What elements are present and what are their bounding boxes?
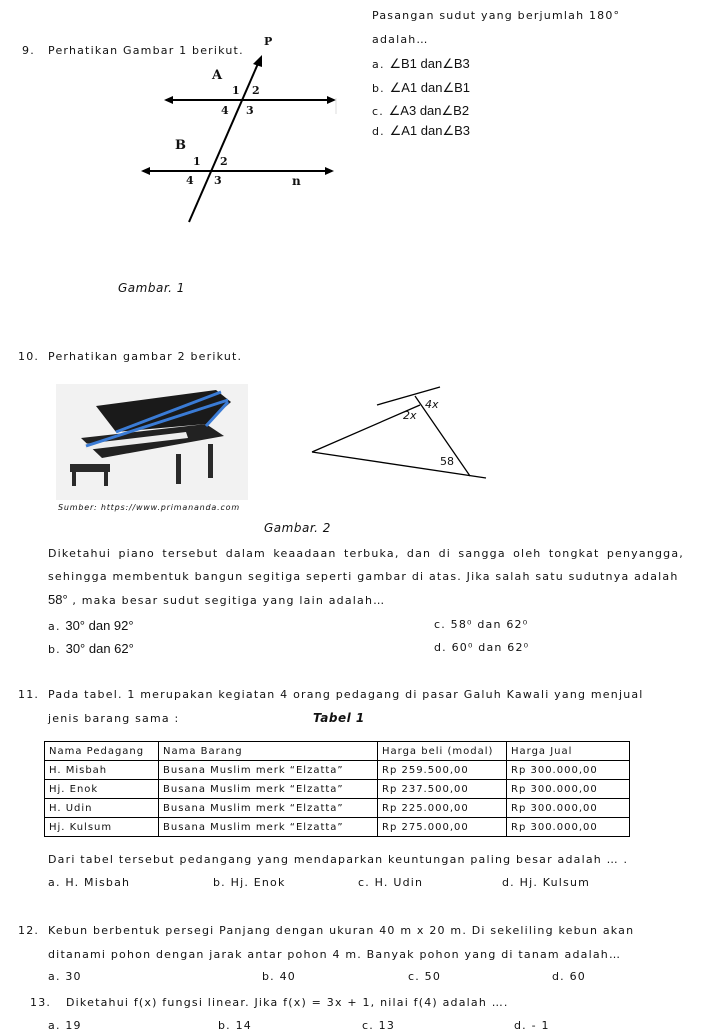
q12-text-line1: Kebun berbentuk persegi Panjang dengan ukuran 40 m x 20 m. Di sekeliling kebun akan (48, 924, 635, 937)
pedagang-table (44, 741, 630, 837)
option-text: 19 (65, 1019, 82, 1032)
q12-option-c (408, 970, 441, 983)
transversal-line-p (189, 59, 260, 222)
gambar-2-caption: Gambar. 2 (264, 521, 331, 535)
option-text: 30° dan 92° (65, 618, 134, 633)
table-cell: Rp 300.000,00 (507, 799, 630, 818)
q9-number: 9. (22, 44, 35, 57)
q12-option-d (552, 970, 586, 983)
label-58: 58 (440, 455, 454, 468)
label-p: P (264, 35, 273, 48)
option-letter: a. (48, 1019, 61, 1032)
table-cell: Busana Muslim merk “Elzatta” (159, 761, 378, 780)
angle-b4: 4 (186, 174, 194, 187)
table-cell: Rp 225.000,00 (378, 799, 507, 818)
table-header-row (45, 742, 630, 761)
q13-option-d (514, 1019, 550, 1032)
q10-paragraph-text: Diketahui piano tersebut dalam keaadaan terbuka, dan di sangga oleh tongkat penyangga, sehingga membentuk bangun segitiga seperti gambar di atas. Jika salah satu sudutnya adalah (48, 547, 684, 583)
table-header: Harga beli (modal) (378, 742, 507, 761)
option-text: ∠A1 dan∠B1 (389, 80, 471, 95)
table-cell: H. Udin (45, 799, 159, 818)
q9-text: Perhatikan Gambar 1 berikut. (48, 44, 244, 57)
option-text: 30° dan 62° (65, 641, 134, 656)
option-text: Hj. Enok (230, 876, 286, 889)
q10-paragraph-end: , maka besar sudut segitiga yang lain adalah… (72, 594, 386, 607)
q10-text: Perhatikan gambar 2 berikut. (48, 350, 243, 363)
angle-a2: 2 (252, 84, 260, 97)
option-text: H. Misbah (65, 876, 131, 889)
q9-option-d (372, 123, 470, 139)
table-cell: Rp 300.000,00 (507, 780, 630, 799)
option-letter: d. (372, 125, 385, 138)
arrow-right-icon (327, 96, 336, 104)
option-letter: a. (48, 620, 61, 633)
gambar-1-caption: Gambar. 1 (118, 281, 185, 295)
angle-a1: 1 (232, 84, 240, 97)
q10-paragraph (48, 542, 684, 612)
arrow-right-icon (325, 167, 334, 175)
q12-text-line2: ditanami pohon dengan jarak antar pohon 4 m. Banyak pohon yang di tanam adalah… (48, 948, 622, 961)
option-text: 60⁰ dan 62⁰ (451, 641, 530, 654)
q11-option-a (48, 876, 130, 889)
table-header: Nama Pedagang (45, 742, 159, 761)
q13-option-b (218, 1019, 252, 1032)
q9-option-c (372, 103, 469, 119)
option-letter: c. (362, 1019, 374, 1032)
q9-option-b (372, 80, 470, 96)
q11-number: 11. (18, 688, 40, 701)
q13-option-c (362, 1019, 395, 1032)
q12-option-a (48, 970, 82, 983)
q10-paragraph-value: 58° (48, 592, 68, 607)
table-header: Nama Barang (159, 742, 378, 761)
option-letter: c. (434, 618, 446, 631)
q9-question-line1: Pasangan sudut yang berjumlah 180° (372, 9, 621, 22)
option-text: ∠B1 dan∠B3 (389, 56, 470, 71)
option-letter: b. (218, 1019, 231, 1032)
q13-number: 13. (30, 996, 52, 1009)
option-text: 14 (235, 1019, 252, 1032)
option-letter: b. (372, 82, 385, 95)
option-letter: a. (372, 58, 385, 71)
arrow-up-icon (253, 55, 262, 67)
table-cell: Rp 237.500,00 (378, 780, 507, 799)
option-text: ∠A1 dan∠B3 (389, 123, 471, 138)
table-cell: Hj. Enok (45, 780, 159, 799)
option-text: H. Udin (374, 876, 424, 889)
table-cell: Rp 300.000,00 (507, 761, 630, 780)
option-text: 13 (378, 1019, 396, 1032)
option-letter: c. (372, 105, 384, 118)
option-letter: a. (48, 970, 61, 983)
table-header: Harga Jual (507, 742, 630, 761)
q11-option-b (213, 876, 286, 889)
option-text: 40 (279, 970, 296, 983)
table-cell: Busana Muslim merk “Elzatta” (159, 818, 378, 837)
option-letter: d. (514, 1019, 527, 1032)
table-row (45, 761, 630, 780)
table-cell: Busana Muslim merk “Elzatta” (159, 780, 378, 799)
q10-option-b (48, 641, 134, 656)
q11-option-c (358, 876, 423, 889)
q10-option-a (48, 618, 134, 633)
image-source: Sumber: https://www.primananda.com (58, 503, 240, 512)
option-text: Hj. Kulsum (519, 876, 591, 889)
q10-option-c (434, 618, 528, 631)
q9-option-a (372, 56, 470, 72)
table-cell: H. Misbah (45, 761, 159, 780)
table-cell: Hj. Kulsum (45, 818, 159, 837)
label-a: A (212, 68, 223, 83)
option-text: 58⁰ dan 62⁰ (450, 618, 529, 631)
q11-text-line1: Pada tabel. 1 merupakan kegiatan 4 orang pedagang di pasar Galuh Kawali yang menjual (48, 688, 644, 701)
option-letter: c. (358, 876, 370, 889)
option-text: - 1 (531, 1019, 550, 1032)
option-text: 60 (569, 970, 586, 983)
label-b: B (175, 138, 186, 153)
q11-option-d (502, 876, 590, 889)
option-text: 30 (65, 970, 82, 983)
arrow-left-icon (164, 96, 173, 104)
option-letter: a. (48, 876, 61, 889)
table-cell: Rp 300.000,00 (507, 818, 630, 837)
label-4x: 4x (425, 398, 439, 411)
q12-number: 12. (18, 924, 40, 937)
table-row (45, 818, 630, 837)
table-cell: Busana Muslim merk “Elzatta” (159, 799, 378, 818)
table-row (45, 799, 630, 818)
option-letter: d. (552, 970, 565, 983)
angle-a4: 4 (221, 104, 229, 117)
angle-b1: 1 (193, 155, 201, 168)
option-text: 50 (424, 970, 442, 983)
label-2x: 2x (403, 409, 417, 422)
option-letter: b. (262, 970, 275, 983)
table-cell: Rp 275.000,00 (378, 818, 507, 837)
q12-option-b (262, 970, 296, 983)
arrow-left-icon (141, 167, 150, 175)
q13-option-a (48, 1019, 82, 1032)
triangle-base-line (312, 452, 486, 478)
q13-text: Diketahui f(x) fungsi linear. Jika f(x) = 3x + 1, nilai f(4) adalah …. (66, 996, 509, 1009)
option-letter: c. (408, 970, 420, 983)
table-title: Tabel 1 (313, 711, 365, 725)
q10-number: 10. (18, 350, 40, 363)
q11-text-line2: jenis barang sama : (48, 712, 180, 725)
option-letter: b. (48, 643, 61, 656)
q10-option-d (434, 641, 529, 654)
angle-b2: 2 (220, 155, 228, 168)
table-cell: Rp 259.500,00 (378, 761, 507, 780)
table-row (45, 780, 630, 799)
angle-b3: 3 (214, 174, 222, 187)
q11-question: Dari tabel tersebut pedangang yang mendaparkan keuntungan paling besar adalah … . (48, 853, 629, 866)
piano-image (56, 384, 248, 500)
option-letter: b. (213, 876, 226, 889)
angle-a3: 3 (246, 104, 254, 117)
option-letter: d. (434, 641, 447, 654)
option-letter: d. (502, 876, 515, 889)
label-n: n (292, 174, 301, 188)
q9-question-line2: adalah… (372, 33, 429, 46)
option-text: ∠A3 dan∠B2 (388, 103, 470, 118)
